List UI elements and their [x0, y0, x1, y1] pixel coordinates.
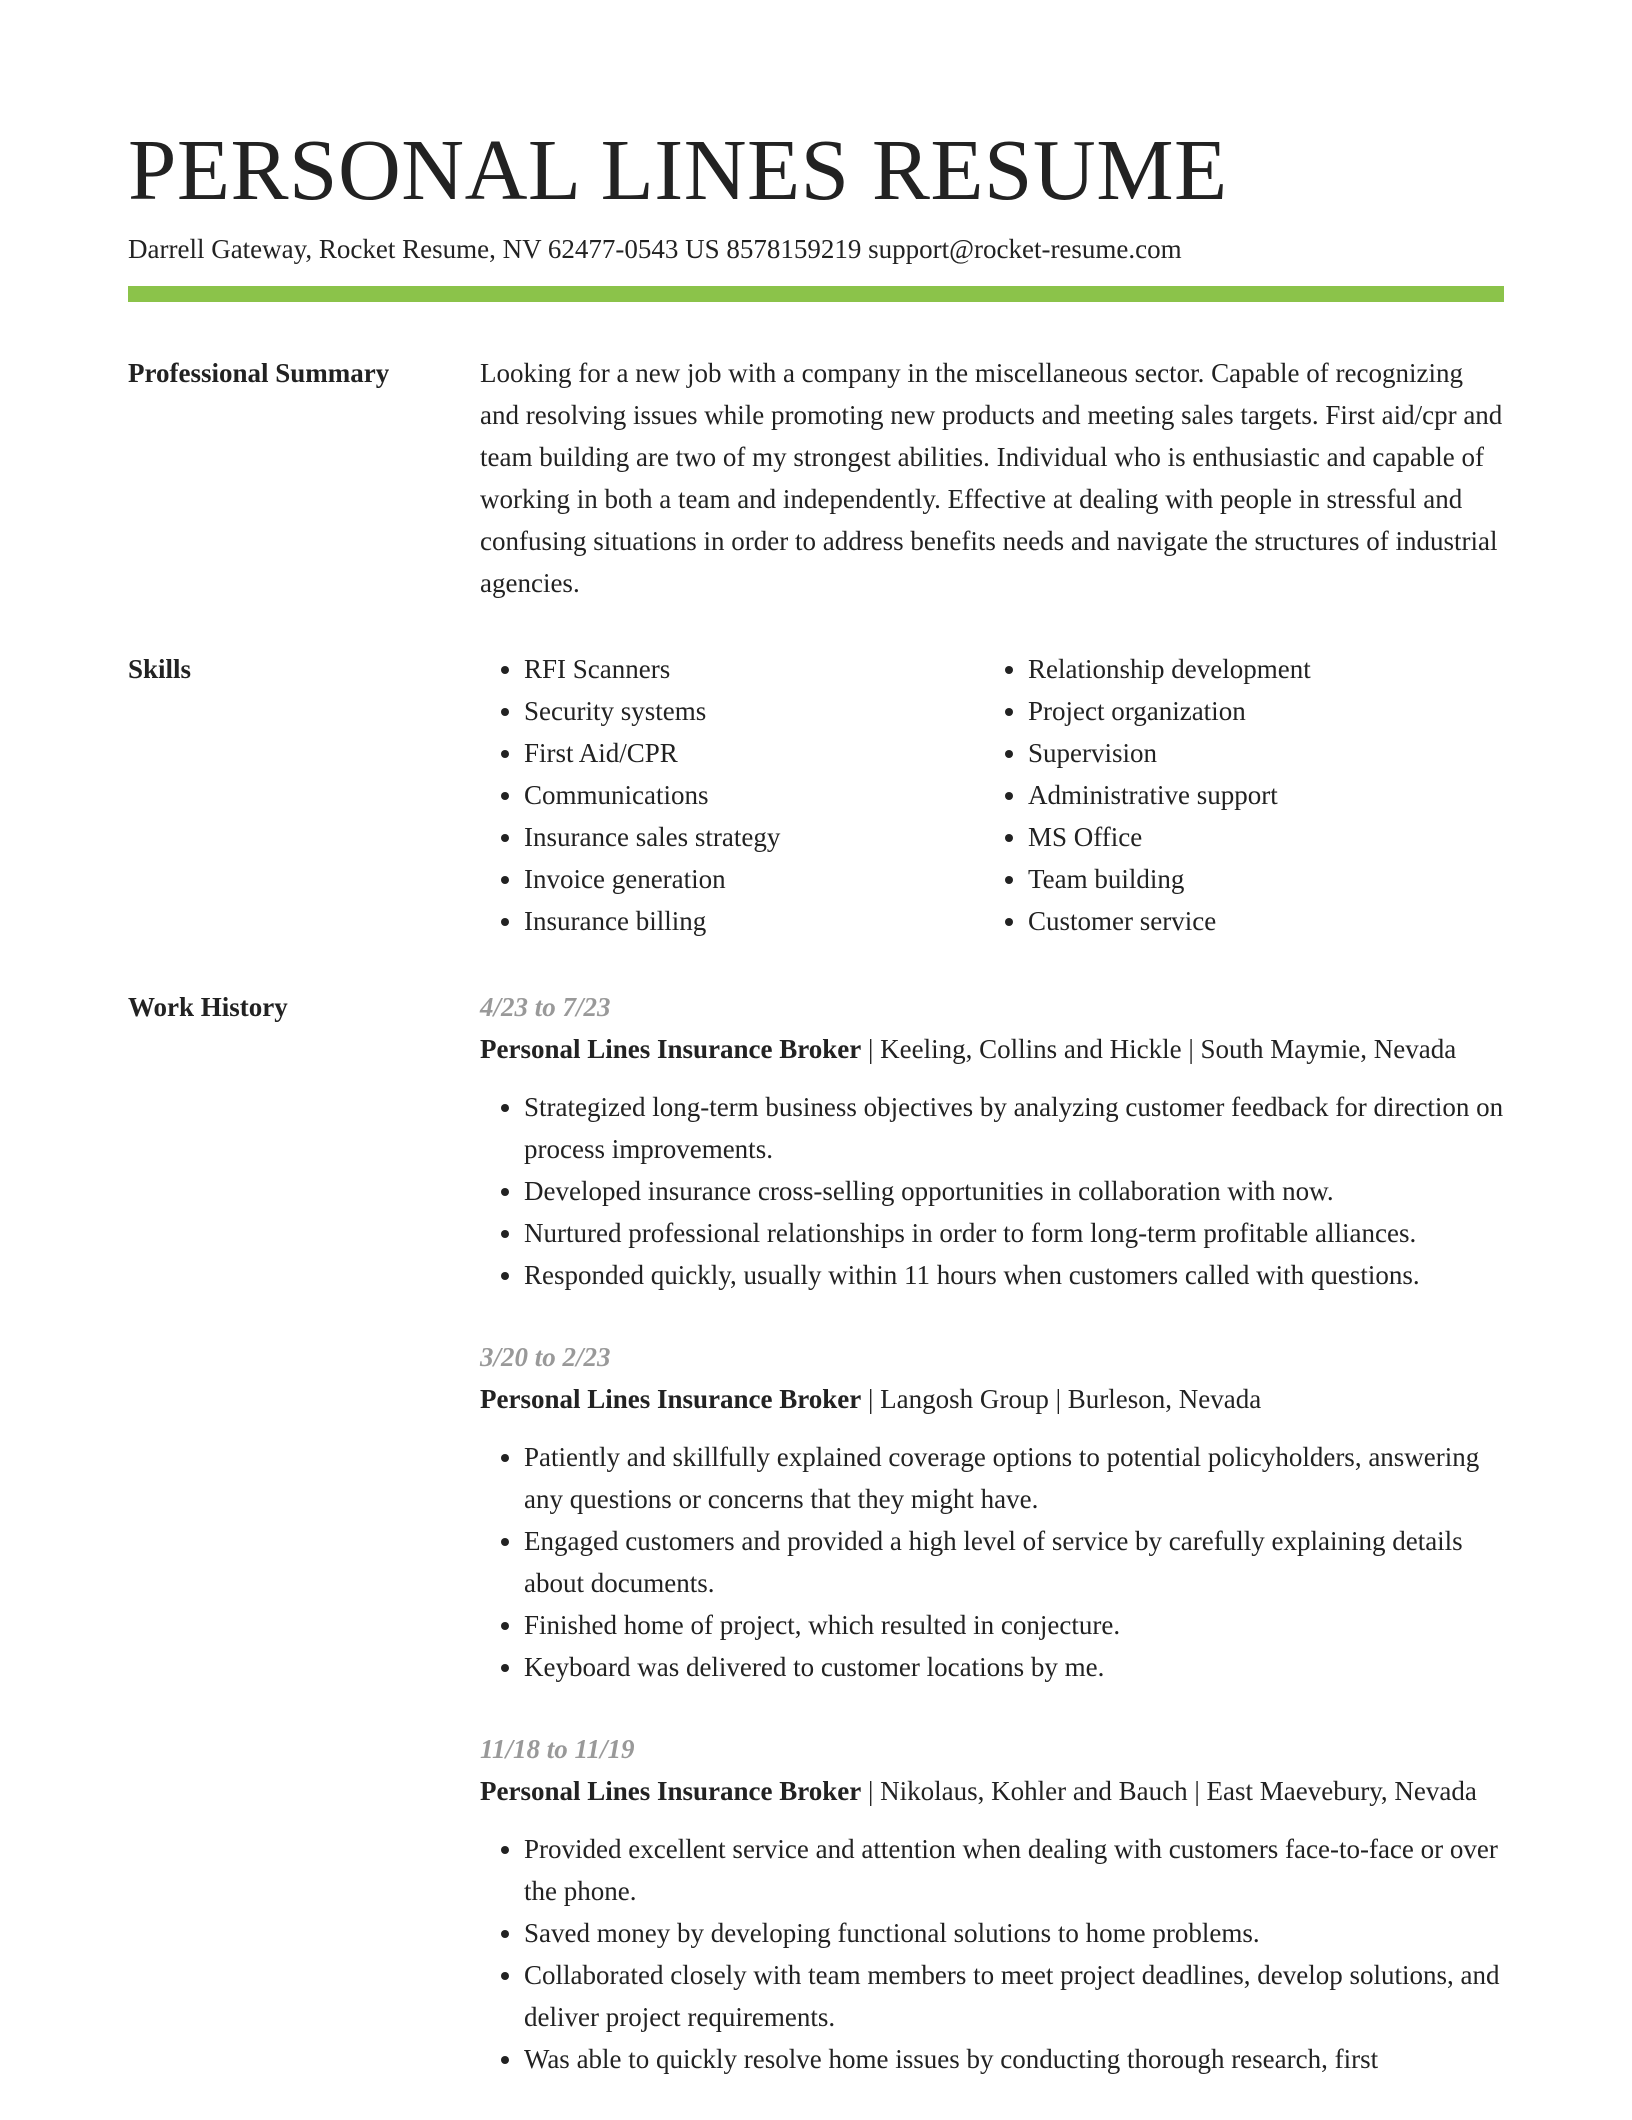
accent-divider: [128, 286, 1504, 302]
skill-item: • RFI Scanners: [524, 648, 984, 690]
summary-text: Looking for a new job with a company in the miscellaneous sector. Capable of recognizing and resolving issues while promoting new products and meeting sales targets. First aid/cpr and team building are two of my strongest abilities. Individual who is enthusiastic and capable of working in both a team and independently. Effective at dealing with people in stressful and confusing situations in order to address benefits needs and navigate the structures of industrial agencies.: [480, 358, 1503, 598]
resume-page: [128, 0, 1504, 2120]
contact-line: Darrell Gateway, Rocket Resume, NV 62477-0543 US 8578159219 support@rocket-resume.com: [128, 234, 1182, 264]
job-bullet: • Nurtured professional relationships in order to form long-term profitable alliances.: [524, 1212, 1504, 1254]
job-bullet: • Keyboard was delivered to customer locations by me.: [524, 1646, 1504, 1688]
skill-item: • Insurance sales strategy: [524, 816, 984, 858]
professional-summary-section: [128, 352, 1504, 604]
job-bullets: [480, 1436, 1504, 1688]
job-bullet: • Developed insurance cross-selling opportunities in collaboration with now.: [524, 1170, 1504, 1212]
skill-item: • MS Office: [1028, 816, 1488, 858]
job-entry: [480, 1728, 1504, 2080]
job-dates: 3/20 to 2/23: [480, 1342, 611, 1372]
job-bullets: [480, 1086, 1504, 1296]
skill-item: • Communications: [524, 774, 984, 816]
skill-item: • Project organization: [1028, 690, 1488, 732]
section-label-summary: Professional Summary: [128, 358, 390, 388]
skill-item: • Administrative support: [1028, 774, 1488, 816]
job-entry: [480, 986, 1504, 1296]
skill-item: • Invoice generation: [524, 858, 984, 900]
job-bullet: • Strategized long-term business objectives by analyzing customer feedback for direction on process improvements.: [524, 1086, 1504, 1170]
job-employer-location: | Keeling, Collins and Hickle | South Maymie, Nevada: [861, 1034, 1457, 1064]
job-heading: [480, 1028, 1504, 1070]
job-title: Personal Lines Insurance Broker: [480, 1776, 862, 1806]
work-history-section: [128, 986, 1504, 2120]
job-bullet: • Saved money by developing functional solutions to home problems.: [524, 1912, 1504, 1954]
job-bullet: • Patiently and skillfully explained coverage options to potential policyholders, answering any questions or concerns that they might have.: [524, 1436, 1504, 1520]
section-label-skills: Skills: [128, 654, 192, 684]
job-title: Personal Lines Insurance Broker: [480, 1384, 862, 1414]
job-employer-location: | Nikolaus, Kohler and Bauch | East Maevebury, Nevada: [861, 1776, 1477, 1806]
skills-list-left: [480, 648, 984, 942]
skill-item: • Customer service: [1028, 900, 1488, 942]
job-title: Personal Lines Insurance Broker: [480, 1034, 862, 1064]
job-heading: [480, 1378, 1504, 1420]
job-employer-location: | Langosh Group | Burleson, Nevada: [861, 1384, 1262, 1414]
skill-item: • Supervision: [1028, 732, 1488, 774]
skill-item: • Security systems: [524, 690, 984, 732]
job-entry: [480, 1336, 1504, 1688]
work-history-body: [480, 986, 1504, 2120]
job-heading: [480, 1770, 1504, 1812]
job-dates: 4/23 to 7/23: [480, 992, 611, 1022]
job-bullet: • Responded quickly, usually within 11 hours when customers called with questions.: [524, 1254, 1504, 1296]
skills-body: [480, 648, 1504, 942]
job-bullet: • Was able to quickly resolve home issues by conducting thorough research, first: [524, 2038, 1504, 2080]
skill-item: • Team building: [1028, 858, 1488, 900]
job-bullet: • Provided excellent service and attention when dealing with customers face-to-face or over the phone.: [524, 1828, 1504, 1912]
skills-list-right: [984, 648, 1488, 942]
job-bullet: • Finished home of project, which resulted in conjecture.: [524, 1604, 1504, 1646]
skill-item: • Relationship development: [1028, 648, 1488, 690]
job-bullets: [480, 1828, 1504, 2080]
job-bullet: • Collaborated closely with team members to meet project deadlines, develop solutions, and deliver project requirements.: [524, 1954, 1504, 2038]
job-bullet: • Engaged customers and provided a high level of service by carefully explaining details about documents.: [524, 1520, 1504, 1604]
skill-item: • First Aid/CPR: [524, 732, 984, 774]
skills-section: [128, 648, 1504, 942]
summary-body: [480, 352, 1504, 604]
resume-title: PERSONAL LINES RESUME: [128, 121, 1228, 218]
section-label-work-history: Work History: [128, 992, 288, 1022]
skill-item: • Insurance billing: [524, 900, 984, 942]
job-dates: 11/18 to 11/19: [480, 1734, 635, 1764]
